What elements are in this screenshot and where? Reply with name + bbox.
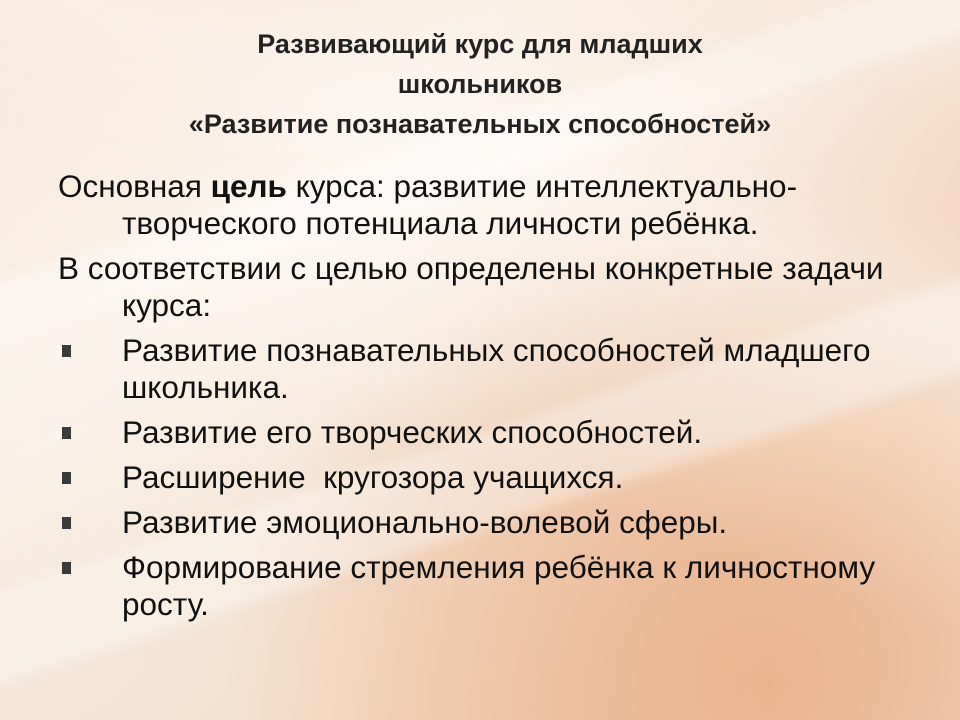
task-item — [58, 414, 938, 451]
title-line: Развивающий курс для младших — [257, 29, 703, 59]
task-text: Формирование стремления ребёнка к личностному росту. — [122, 549, 876, 622]
task-text: Развитие его творческих способностей. — [122, 414, 703, 450]
goal-paragraph — [58, 168, 938, 242]
square-bullet-icon — [62, 472, 71, 484]
slide-body — [58, 168, 938, 631]
task-item — [58, 504, 938, 541]
goal-prefix: Основная — [58, 168, 211, 204]
task-item — [58, 459, 938, 496]
goal-suffix: курса: развитие интеллектуально-творческого потенциала личности ребёнка. — [122, 168, 798, 241]
task-text: Развитие познавательных способностей младшего школьника. — [122, 332, 871, 405]
title-line: школьников — [397, 69, 563, 99]
title-line: «Развитие познавательных способностей» — [188, 109, 772, 139]
task-text: Расширение кругозора учащихся. — [122, 459, 624, 495]
square-bullet-icon — [62, 517, 71, 529]
task-item — [58, 332, 938, 406]
task-text: Развитие эмоционально-волевой сферы. — [122, 504, 728, 540]
square-bullet-icon — [62, 345, 71, 357]
square-bullet-icon — [62, 427, 71, 439]
tasks-intro: В соответствии с целью определены конкретные задачи курса: — [58, 250, 884, 323]
task-item — [58, 549, 938, 623]
square-bullet-icon — [62, 562, 71, 574]
slide-title — [40, 24, 920, 144]
goal-bold-word: цель — [210, 168, 287, 204]
